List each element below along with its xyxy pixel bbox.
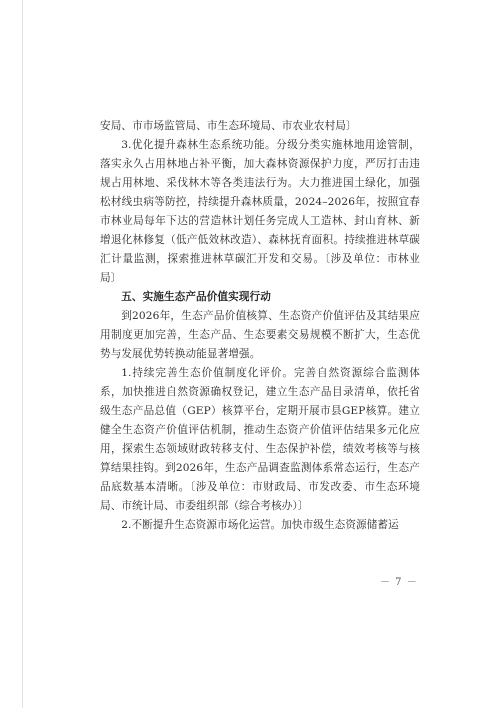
paragraph-forest-ecosystem: 3.优化提升森林生态系统功能。分级分类实施林地用途管制，落实永久占用林地占补平衡，加大森林资源保护力度，严厉打击违规占用林地、采伐林木等各类违法行为。大力推进国土绿化，加强松材线虫病等防控，持续提升森林质量，2024–2026年，按照宜春市林业局每年下达的营造林计划任务完成人工造林、封山育林、新增退化林修复（低产低效林改造）、森林抚育面积。持续推进林草碳汇计量监测，探索推进林草碳汇开发和交易。〔涉及单位：市林业局〕 [100, 139, 420, 284]
document-body [100, 117, 420, 535]
section-heading: 五、实施生态产品价值实现行动 [121, 291, 271, 303]
paragraph-2026-goals: 到2026年，生态产品价值核算、生态资产价值评估及其结果应用制度更加完善，生态产品、生态要素交易规模不断扩大，生态优势与发展优势转换动能显著增强。 [100, 310, 420, 360]
paragraph-continuation: 安局、市市场监管局、市生态环境局、市农业农村局〕 [100, 120, 357, 132]
page-number: － 7 － [380, 577, 418, 588]
binding-margin-line [22, 0, 23, 708]
paragraph-market-operation: 2.不断提升生态资源市场化运营。加快市级生态资源储蓄运 [121, 519, 399, 531]
paragraph-value-evaluation: 1.持续完善生态价值制度化评价。完善自然资源综合监测体系，加快推进自然资源确权登记，建立生态产品目录清单，依托省级生态产品总值（GEP）核算平台，定期开展市县GEP核算。建立健全生态资产价值评估机制，推动生态资产价值评估结果多元化应用，探索生态领域财政转移支付、生态保护补偿，绩效考核等与核算结果挂钩。到2026年，生态产品调查监测体系常态运行，生态产品底数基本清晰。〔涉及单位：市财政局、市发改委、市生态环境局、市统计局、市委组织部（综合考核办）〕 [100, 367, 420, 512]
